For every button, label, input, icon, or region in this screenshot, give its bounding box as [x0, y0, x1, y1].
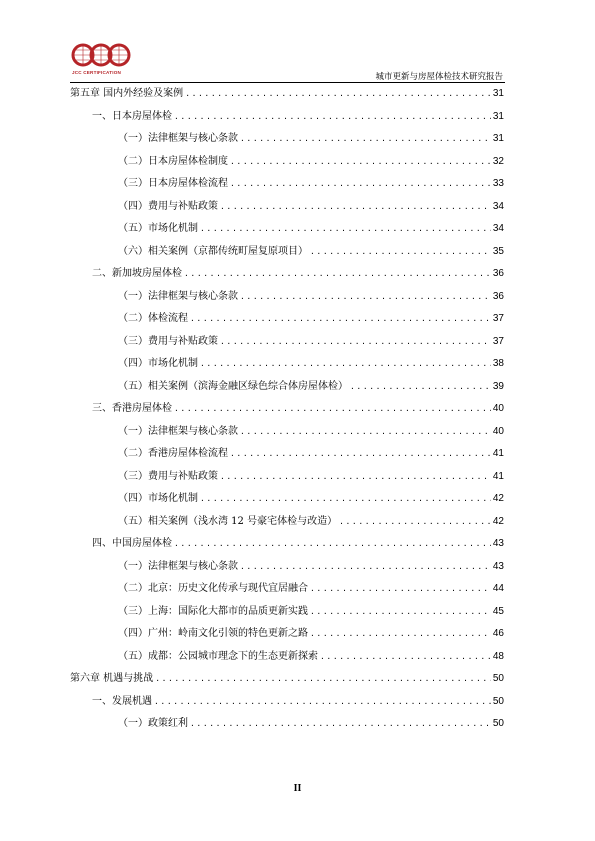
toc-entry-label: （一）法律框架与核心条款 [118, 133, 238, 145]
toc-entry-label: （二）体检流程 [118, 313, 188, 325]
toc-entry[interactable] [70, 556, 504, 579]
toc-entry-page: 40 [492, 425, 504, 437]
toc-dot-leader [310, 630, 491, 638]
toc-entry[interactable] [70, 331, 504, 354]
toc-dot-leader [230, 450, 491, 458]
toc-entry-page: 42 [492, 493, 504, 505]
toc-entry[interactable] [70, 151, 504, 174]
table-of-contents [70, 83, 504, 736]
toc-dot-leader [174, 540, 491, 548]
toc-dot-leader [310, 608, 491, 616]
toc-dot-leader [339, 518, 491, 526]
toc-entry[interactable] [70, 353, 504, 376]
toc-entry-page: 48 [492, 650, 504, 662]
logo-caption: JCC CERTIFICATION [72, 70, 121, 75]
toc-entry-label: （四）市场化机制 [118, 493, 198, 505]
toc-dot-leader [184, 270, 491, 278]
toc-entry-label: （五）市场化机制 [118, 223, 198, 235]
toc-entry-label: （四）费用与补贴政策 [118, 200, 218, 212]
toc-entry-page: 37 [492, 313, 504, 325]
toc-entry-label: 二、新加坡房屋体检 [92, 268, 182, 280]
toc-entry-label: 一、日本房屋体检 [92, 110, 172, 122]
toc-dot-leader [174, 113, 491, 121]
toc-entry-page: 34 [492, 223, 504, 235]
toc-entry[interactable] [70, 398, 504, 421]
toc-entry[interactable] [70, 623, 504, 646]
toc-entry-label: （一）法律框架与核心条款 [118, 560, 238, 572]
toc-dot-leader [185, 90, 491, 98]
toc-dot-leader [200, 225, 491, 233]
toc-entry[interactable] [70, 218, 504, 241]
toc-dot-leader [200, 360, 491, 368]
toc-entry-label: （三）日本房屋体检流程 [118, 178, 228, 190]
toc-entry[interactable] [70, 286, 504, 309]
toc-entry-page: 43 [492, 538, 504, 550]
toc-entry-page: 41 [492, 470, 504, 482]
toc-entry-label: 一、发展机遇 [92, 695, 152, 707]
toc-entry-page: 40 [492, 403, 504, 415]
toc-entry-page: 50 [492, 695, 504, 707]
toc-entry-label: 四、中国房屋体检 [92, 538, 172, 550]
toc-dot-leader [220, 338, 491, 346]
toc-entry[interactable] [70, 241, 504, 264]
toc-entry-page: 41 [492, 448, 504, 460]
toc-entry[interactable] [70, 601, 504, 624]
toc-dot-leader [230, 180, 491, 188]
toc-dot-leader [154, 698, 491, 706]
toc-entry-page: 32 [492, 155, 504, 167]
toc-entry[interactable] [70, 263, 504, 286]
toc-dot-leader [155, 675, 491, 683]
toc-entry[interactable] [70, 308, 504, 331]
toc-entry-page: 31 [492, 133, 504, 145]
toc-dot-leader [220, 203, 491, 211]
toc-entry-label: （三）上海：国际化大都市的品质更新实践 [118, 605, 308, 617]
toc-entry[interactable] [70, 83, 504, 106]
toc-entry-label: 第六章 机遇与挑战 [70, 673, 154, 685]
toc-dot-leader [320, 653, 491, 661]
toc-dot-leader [230, 158, 491, 166]
toc-entry-page: 45 [492, 605, 504, 617]
toc-entry-page: 38 [492, 358, 504, 370]
toc-entry[interactable] [70, 196, 504, 219]
toc-entry[interactable] [70, 443, 504, 466]
toc-entry[interactable] [70, 128, 504, 151]
toc-entry-page: 42 [492, 515, 504, 527]
toc-entry-label: （三）费用与补贴政策 [118, 470, 218, 482]
header-title: 城市更新与房屋体检技术研究报告 [375, 72, 503, 82]
toc-entry[interactable] [70, 713, 504, 736]
toc-entry-label: （五）相关案例（浅水湾 12 号豪宅体检与改造） [118, 515, 338, 527]
toc-entry[interactable] [70, 668, 504, 691]
toc-entry-page: 46 [492, 628, 504, 640]
toc-entry-label: （四）市场化机制 [118, 358, 198, 370]
toc-entry[interactable] [70, 533, 504, 556]
toc-entry[interactable] [70, 511, 504, 534]
toc-entry-page: 44 [492, 583, 504, 595]
toc-entry-page: 34 [492, 200, 504, 212]
toc-entry-page: 50 [492, 718, 504, 730]
toc-entry-page: 50 [492, 673, 504, 685]
toc-entry-label: （二）北京：历史文化传承与现代宜居融合 [118, 583, 308, 595]
toc-dot-leader [240, 563, 491, 571]
toc-entry-page: 43 [492, 560, 504, 572]
toc-entry-page: 33 [492, 178, 504, 190]
page-number: II [293, 783, 302, 794]
toc-entry-page: 35 [492, 245, 504, 257]
toc-entry-label: 三、香港房屋体检 [92, 403, 172, 415]
toc-entry-label: （二）香港房屋体检流程 [118, 448, 228, 460]
toc-dot-leader [240, 135, 491, 143]
toc-entry-label: 第五章 国内外经验及案例 [70, 88, 184, 100]
toc-entry[interactable] [70, 421, 504, 444]
toc-entry-label: （一）法律框架与核心条款 [118, 425, 238, 437]
toc-entry-label: （五）成都：公园城市理念下的生态更新探索 [118, 650, 318, 662]
toc-entry[interactable] [70, 376, 504, 399]
toc-dot-leader [350, 383, 491, 391]
toc-entry[interactable] [70, 646, 504, 669]
toc-entry-label: （六）相关案例（京都传统町屋复原项目） [118, 245, 308, 257]
toc-entry[interactable] [70, 466, 504, 489]
toc-entry-page: 36 [492, 268, 504, 280]
toc-dot-leader [310, 248, 491, 256]
toc-entry-page: 37 [492, 335, 504, 347]
toc-entry[interactable] [70, 173, 504, 196]
toc-entry-page: 36 [492, 290, 504, 302]
toc-entry-label: （四）广州：岭南文化引领的特色更新之路 [118, 628, 308, 640]
toc-dot-leader [310, 585, 491, 593]
toc-entry[interactable] [70, 106, 504, 129]
toc-entry[interactable] [70, 488, 504, 511]
toc-entry[interactable] [70, 578, 504, 601]
toc-dot-leader [240, 428, 491, 436]
toc-entry-label: （二）日本房屋体检制度 [118, 155, 228, 167]
toc-entry-label: （三）费用与补贴政策 [118, 335, 218, 347]
toc-dot-leader [174, 405, 491, 413]
toc-dot-leader [190, 315, 491, 323]
toc-entry-label: （一）政策红利 [118, 718, 188, 730]
toc-dot-leader [190, 720, 491, 728]
toc-entry-label: （一）法律框架与核心条款 [118, 290, 238, 302]
toc-dot-leader [200, 495, 491, 503]
toc-entry-page: 31 [492, 110, 504, 122]
toc-entry-page: 31 [492, 88, 504, 100]
toc-entry[interactable] [70, 691, 504, 714]
toc-dot-leader [240, 293, 491, 301]
toc-dot-leader [220, 473, 491, 481]
toc-entry-page: 39 [492, 380, 504, 392]
toc-entry-label: （五）相关案例（滨海金融区绿色综合体房屋体检） [118, 380, 348, 392]
